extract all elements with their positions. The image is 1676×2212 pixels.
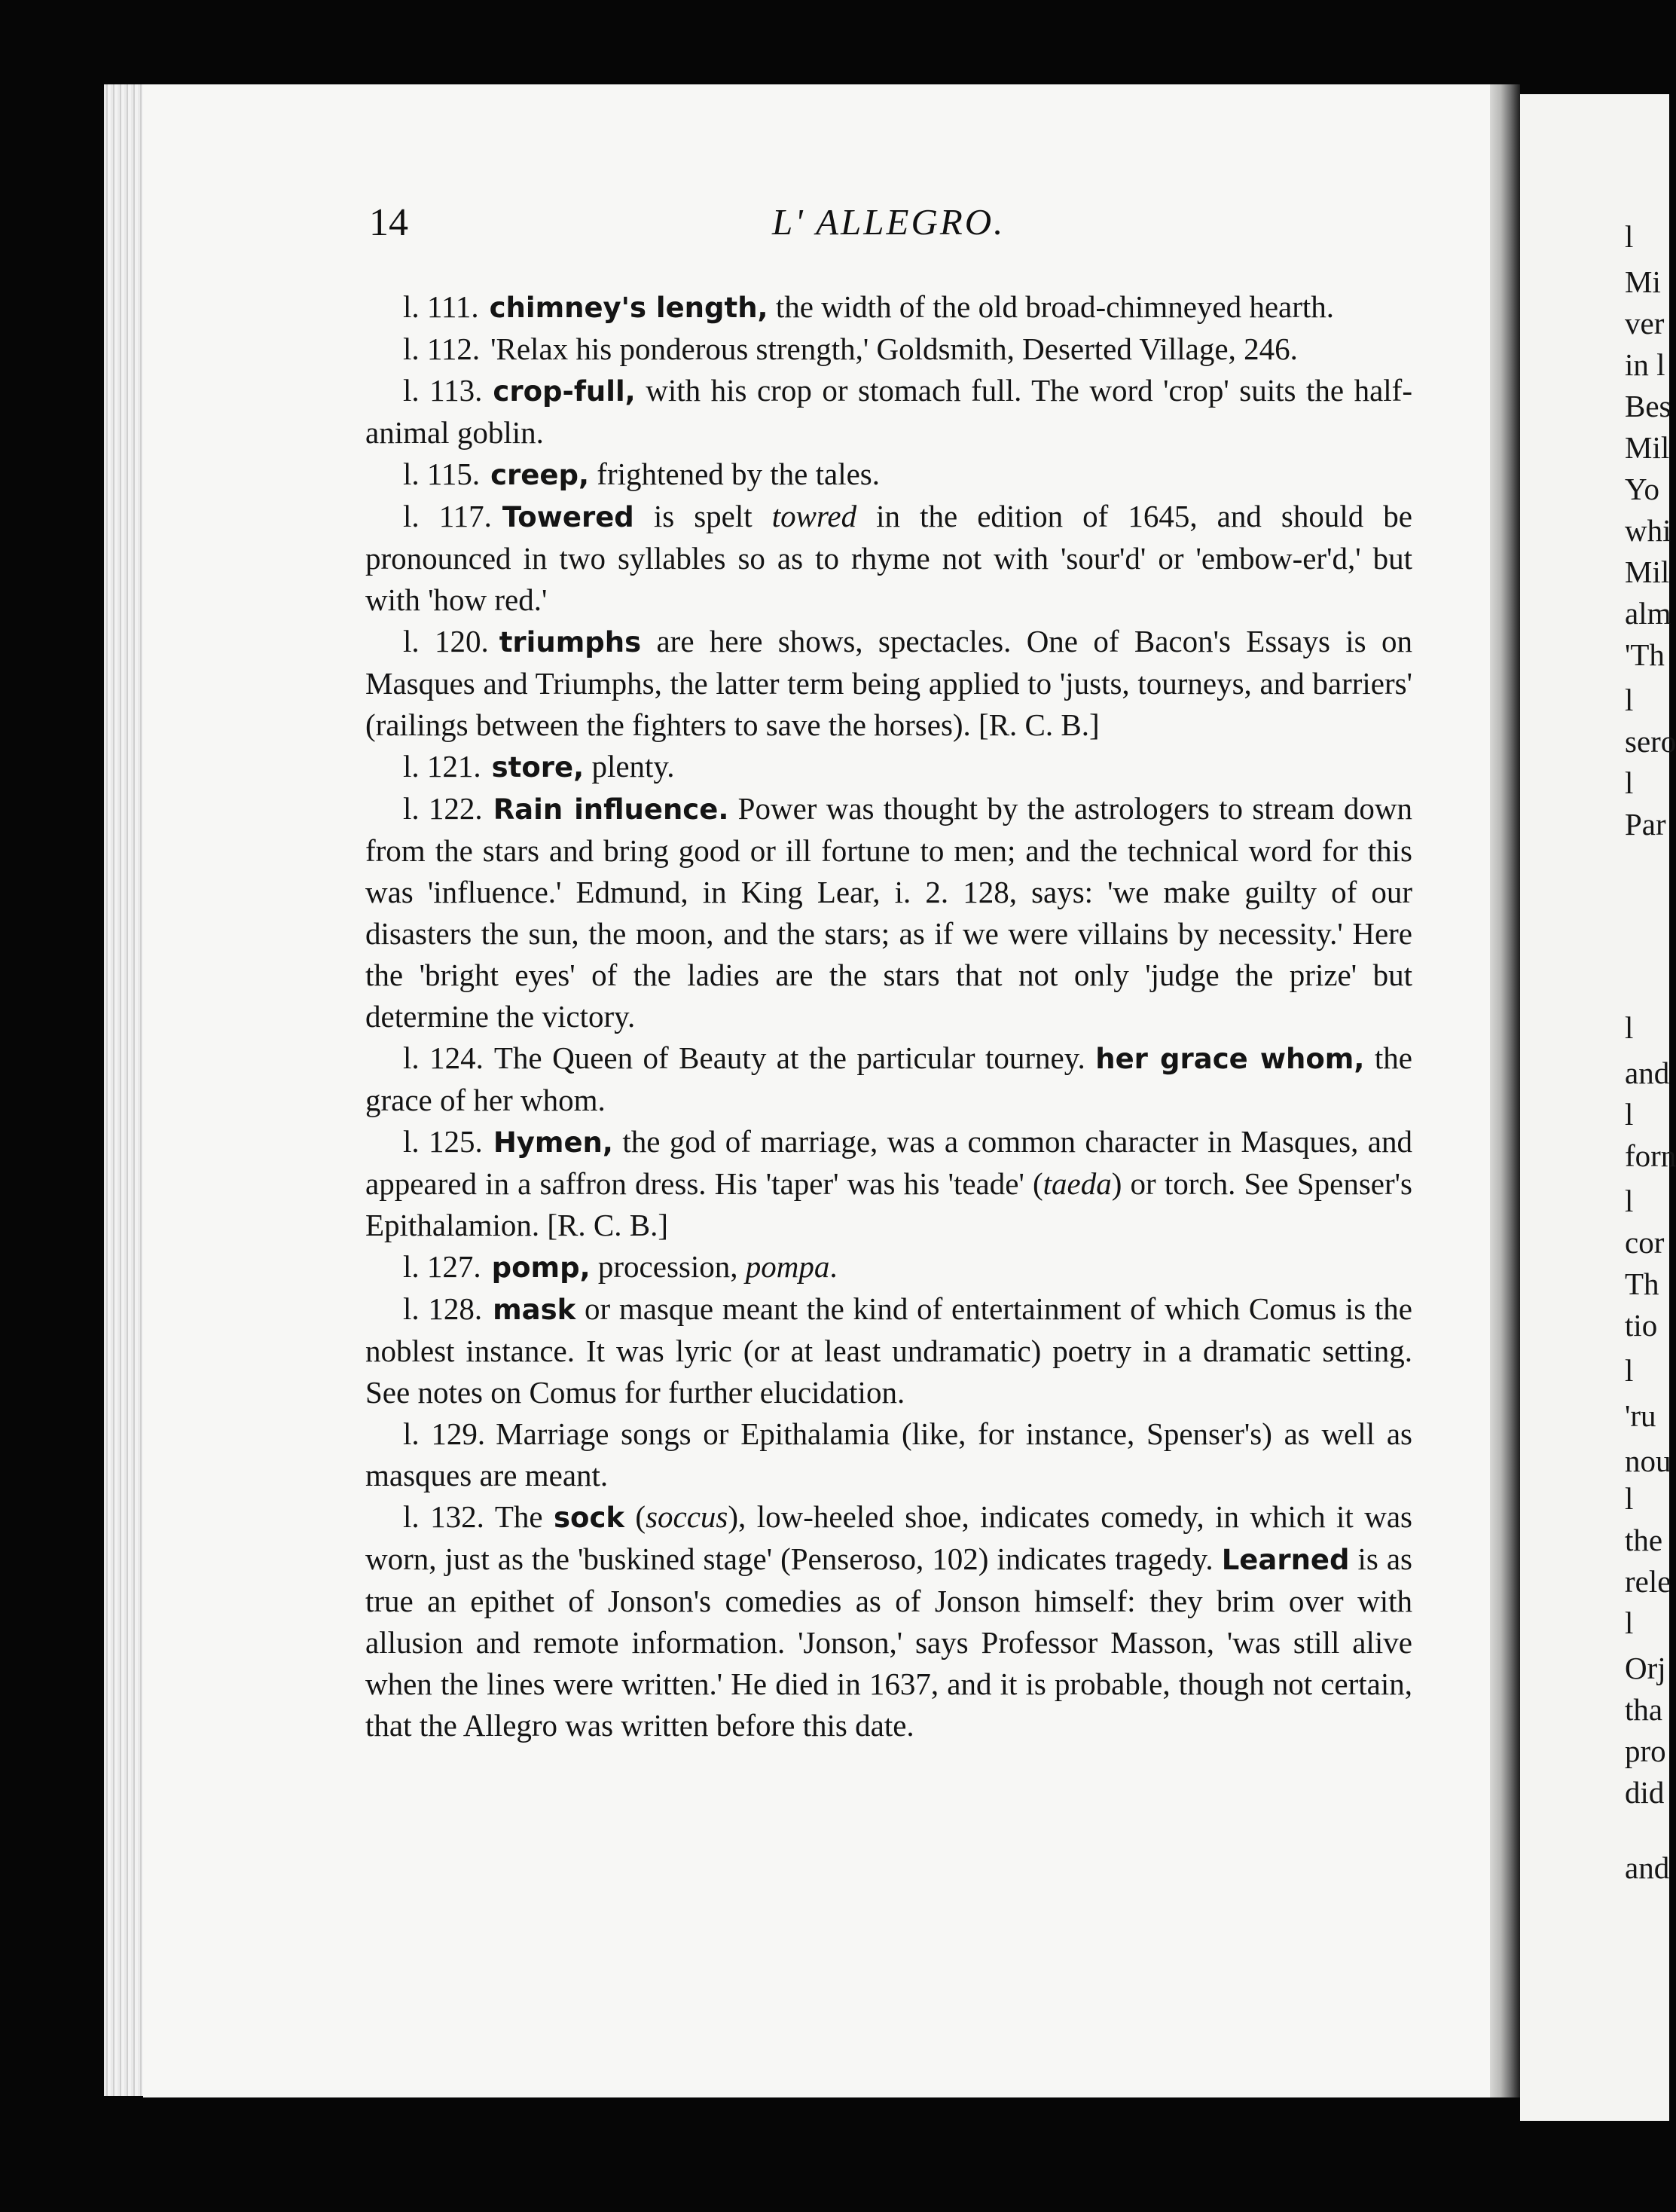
facing-page-fragment: l <box>1625 219 1634 254</box>
facing-page-fragment: l <box>1625 1353 1634 1388</box>
facing-page-fragment: sero <box>1625 724 1676 759</box>
note-term: chimney's length, <box>489 292 768 324</box>
note-text: . <box>829 1249 838 1284</box>
facing-page-fragment: l <box>1625 1097 1634 1132</box>
note-term: Hymen, <box>493 1126 613 1159</box>
book-gutter <box>1490 84 1520 2097</box>
note-text: The <box>494 1499 554 1534</box>
facing-page-fragment: nou <box>1625 1444 1671 1478</box>
note-text: or masque meant the kind of entertainment of which Comus is the noblest instance. It was lyric (or at least undramatic) poetry in a dramatic setting. See notes on Comus for further elucidation. <box>365 1291 1412 1410</box>
note-term: Towered <box>502 501 634 533</box>
note-term: mask <box>493 1294 576 1326</box>
note-text: are here shows, spectacles. One of Bacon's Essays is on Masques and Triumphs, the latter term being applied to 'justs, tourneys, and barriers' (railings between the fighters to save the horses). [R. C. B.] <box>365 624 1412 742</box>
facing-page <box>1520 94 1676 2121</box>
note-text: Power was thought by the astrologers to stream down from the stars and bring good or ill fortune to men; and the technical word for this was 'influence.' Edmund, in King Lear, i. 2. 128, says: 'we make guilty of our disasters the sun, the moon, and the stars; as if we were villains by necessity.' Here the 'bright eyes' of the ladies are the stars that not only 'judge the prize' but determine the victory. <box>365 791 1412 1034</box>
facing-page-fragment: Par <box>1625 807 1666 842</box>
running-head <box>362 200 1416 261</box>
note-text: is spelt <box>633 499 772 533</box>
note-italic: towred <box>771 499 857 533</box>
facing-page-fragment: 'ru <box>1625 1398 1656 1433</box>
facing-page-fragment: in l <box>1625 347 1665 382</box>
note-text: the grace of her whom. <box>365 1040 1412 1117</box>
note-l115 <box>365 454 1412 496</box>
note-term: crop-full, <box>493 375 636 408</box>
note-l127 <box>365 1246 1412 1288</box>
note-ref: l. 117. <box>403 499 492 533</box>
note-l112 <box>365 328 1412 370</box>
note-l120 <box>365 621 1412 746</box>
facing-page-fragment: l <box>1625 683 1634 717</box>
note-ref: l. 111. <box>403 289 479 324</box>
note-ref: l. 113. <box>403 373 483 408</box>
note-l128 <box>365 1288 1412 1413</box>
note-l113 <box>365 370 1412 454</box>
note-ref: l. 128. <box>403 1291 483 1326</box>
note-ref: l. 125. <box>403 1124 483 1159</box>
note-ref: l. 127. <box>403 1249 481 1284</box>
note-text: the god of marriage, was a common character in Masques, and appeared in a saffron dress. His 'taper' was his 'teade' ( <box>365 1124 1412 1201</box>
facing-page-fragment: and <box>1625 1850 1670 1885</box>
note-text: ), low-heeled shoe, indicates comedy, in which it was worn, just as the 'buskined stage' (Penseroso, 102) indicates tragedy. <box>365 1499 1412 1576</box>
note-text: is as true an epithet of Jonson's comedies as of Jonson himself: they brim over with allusion and remote information. 'Jonson,' says Professor Masson, 'was still alive when the lines were written.' He died in 1637, and it is probable, though not certain, that the Allegro was written before this date. <box>365 1541 1413 1743</box>
facing-page-fragment: Th <box>1625 1266 1659 1301</box>
note-l117 <box>365 496 1412 621</box>
note-text: ) or torch. See Spenser's Epithalamion. [R. C. B.] <box>365 1166 1412 1242</box>
note-ref: l. 121. <box>403 749 481 784</box>
note-ref: l. 122. <box>403 791 483 826</box>
facing-page-fragment: 'Th <box>1625 637 1665 672</box>
page-number: 14 <box>369 201 408 244</box>
facing-page-fragment: Bes <box>1625 389 1671 423</box>
facing-page-fragment: did <box>1625 1775 1665 1810</box>
note-text: plenty. <box>584 749 675 784</box>
facing-page-fragment: whi <box>1625 513 1671 548</box>
note-text: with his crop or stomach full. The word 'crop' suits the half-animal goblin. <box>365 373 1412 450</box>
note-text: the width of the old broad-chimneyed hearth. <box>768 289 1335 324</box>
note-term: pomp, <box>491 1251 591 1284</box>
facing-page-fragment: l <box>1625 765 1634 800</box>
facing-page-fragment: l <box>1625 1606 1634 1640</box>
note-l129 <box>365 1413 1412 1496</box>
note-text: 'Relax his ponderous strength,' Goldsmith, Deserted Village, 246. <box>490 331 1298 366</box>
note-l121 <box>365 746 1412 788</box>
running-title: L' ALLEGRO. <box>772 201 1006 243</box>
note-text: Marriage songs or Epithalamia (like, for instance, Spenser's) as well as masques are meant. <box>365 1416 1412 1492</box>
facing-page-fragment: l <box>1625 1010 1634 1045</box>
note-text: in the edition of 1645, and should be pronounced in two syllables so as to rhyme not with 'sour'd' or 'embow-er'd,' but with 'how red.' <box>365 499 1412 617</box>
facing-page-fragment: cor <box>1625 1225 1665 1260</box>
note-term: Rain influence. <box>493 793 729 826</box>
note-term: her grace whom, <box>1095 1043 1365 1075</box>
page-stack-edges <box>104 84 145 2096</box>
facing-page-fragment: Yo <box>1625 472 1660 506</box>
note-l122 <box>365 788 1412 1037</box>
note-ref: l. 115. <box>403 457 481 491</box>
facing-page-fragment: tha <box>1625 1692 1663 1727</box>
facing-page-fragment: tio <box>1625 1308 1658 1343</box>
note-italic: soccus <box>646 1499 728 1534</box>
note-term: sock <box>554 1502 624 1534</box>
facing-page-fragment: Mi <box>1625 264 1661 299</box>
note-term: Learned <box>1221 1544 1350 1576</box>
facing-page-fragment: and <box>1625 1056 1670 1090</box>
note-text: procession, <box>590 1249 746 1284</box>
facing-page-fragment: l <box>1625 1184 1634 1218</box>
note-ref: l. 124. <box>403 1040 484 1075</box>
facing-page-fragment: Mil <box>1625 555 1670 589</box>
facing-page-fragment: Orj <box>1625 1651 1666 1685</box>
note-italic: pompa <box>745 1249 830 1284</box>
facing-page-fragment: pro <box>1625 1734 1666 1768</box>
note-l125 <box>365 1121 1412 1246</box>
facing-page-fragment: l <box>1625 1481 1634 1516</box>
note-text: The Queen of Beauty at the particular tourney. <box>493 1040 1096 1075</box>
note-text: frightened by the tales. <box>589 457 881 491</box>
note-term: creep, <box>490 459 590 491</box>
note-ref: l. 132. <box>403 1499 484 1534</box>
notes-body <box>365 286 1412 1746</box>
note-term: triumphs <box>499 626 642 658</box>
note-text: ( <box>624 1499 646 1534</box>
note-l111 <box>365 286 1412 328</box>
note-italic: taeda <box>1043 1166 1112 1201</box>
facing-page-fragment: alm <box>1625 596 1671 631</box>
note-term: store, <box>491 751 585 784</box>
facing-page-fragment: forn <box>1625 1138 1676 1173</box>
facing-page-fragment: the <box>1625 1523 1663 1557</box>
facing-page-fragment: ver <box>1625 306 1665 341</box>
note-ref: l. 112. <box>403 331 481 366</box>
facing-page-fragment: rele <box>1625 1564 1671 1599</box>
facing-page-fragment: Mil <box>1625 430 1670 465</box>
note-l132 <box>365 1496 1412 1746</box>
note-ref: l. 120. <box>403 624 489 658</box>
note-l124 <box>365 1037 1412 1121</box>
note-ref: l. 129. <box>403 1416 486 1451</box>
